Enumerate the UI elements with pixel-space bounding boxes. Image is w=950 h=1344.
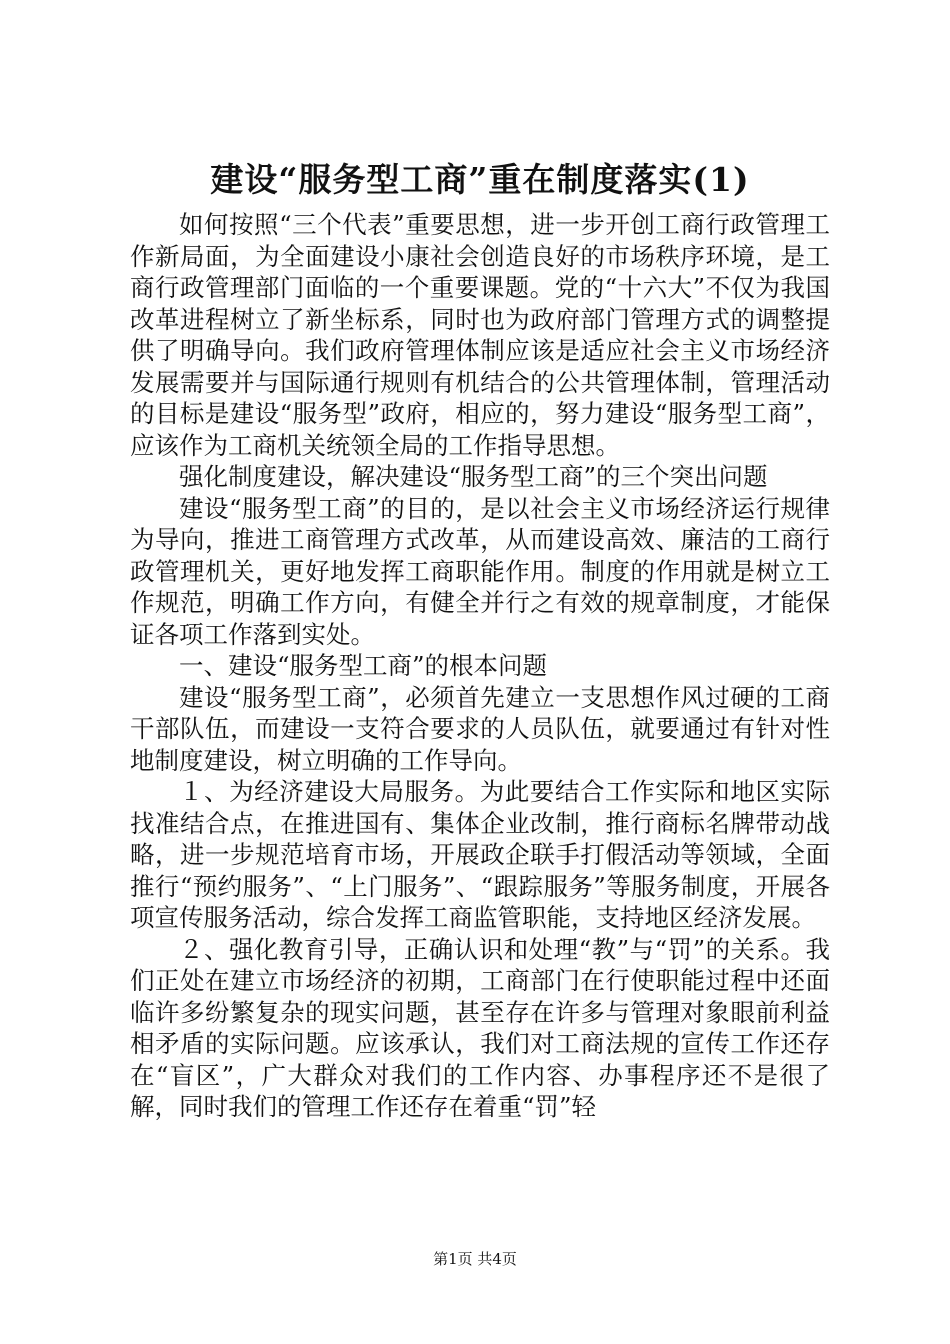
document-body — [130, 209, 830, 1123]
paragraph-point-2: ２、强化教育引导，正确认识和处理“教”与“罚”的关系。我们正处在建立市场经济的初期，工商部门在行使职能过程中还面临许多纷繁复杂的现实问题，甚至存在许多与管理对象眼前利益相矛盾的实际问题。应该承认，我们对工商法规的宣传工作还存在“盲区”，广大群众对我们的工作内容、办事程序还不是很了解，同时我们的管理工作还存在着重“罚”轻 — [130, 934, 830, 1121]
paragraph-intro: 如何按照“三个代表”重要思想，进一步开创工商行政管理工作新局面，为全面建设小康社会创造良好的市场秩序环境，是工商行政管理部门面临的一个重要课题。党的“十六大”不仅为我国改革进程树立了新坐标系，同时也为政府部门管理方式的调整提供了明确导向。我们政府管理体制应该是适应社会主义市场经济发展需要并与国际通行规则有机结合的公共管理体制，管理活动的目标是建设“服务型”政府，相应的，努力建设“服务型工商”，应该作为工商机关统领全局的工作指导思想。 — [130, 210, 830, 460]
paragraph-purpose: 建设“服务型工商”的目的，是以社会主义市场经济运行规律为导向，推进工商管理方式改革，从而建设高效、廉洁的工商行政管理机关，更好地发挥工商职能作用。制度的作用就是树立工作规范，明确工作方向，有健全并行之有效的规章制度，才能保证各项工作落到实处。 — [130, 493, 830, 649]
page-footer: 第1页 共4页 — [433, 1250, 517, 1268]
document-page — [130, 155, 830, 1123]
paragraph-point-1: １、为经济建设大局服务。为此要结合工作实际和地区实际找准结合点，在推进国有、集体企业改制，推行商标名牌带动战略，进一步规范培育市场，开展政企联手打假活动等领域，全面推行“预约服务”、“上门服务”、“跟踪服务”等服务制度，开展各项宣传服务活动，综合发挥工商监管职能，支持地区经济发展。 — [130, 777, 830, 932]
section-heading-fundamental-issue: 一、建设“服务型工商”的根本问题 — [179, 651, 548, 680]
document-title: 建设“服务型工商”重在制度落实(1) — [210, 160, 750, 199]
section-heading-system-building: 强化制度建设，解决建设“服务型工商”的三个突出问题 — [179, 462, 768, 491]
paragraph-team-building: 建设“服务型工商”，必须首先建立一支思想作风过硬的工商干部队伍，而建设一支符合要求的人员队伍，就要通过有针对性地制度建设，树立明确的工作导向。 — [130, 682, 830, 775]
